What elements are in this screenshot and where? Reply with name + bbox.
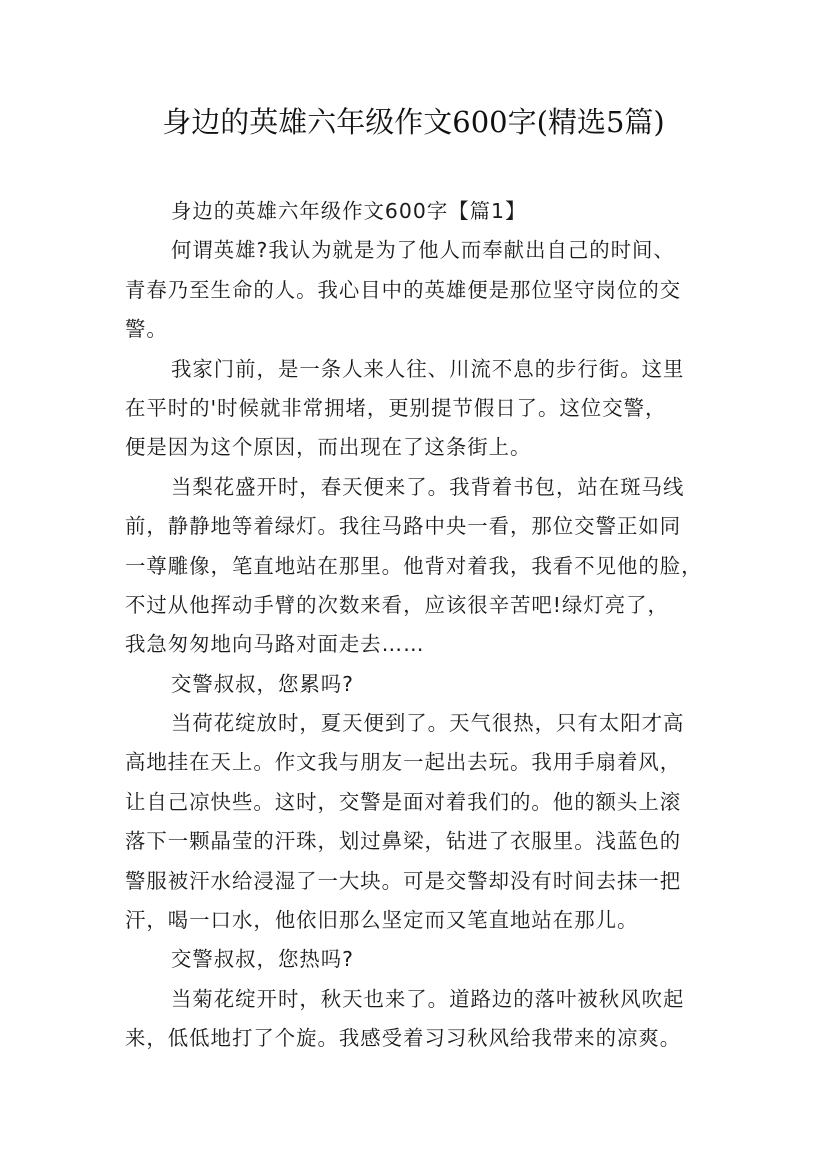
text-line: 何谓英雄?我认为就是为了他人而奉献出自己的时间、	[171, 238, 675, 263]
text-line: 我家门前，是一条人来人往、川流不息的步行街。这里	[171, 356, 685, 381]
text-line: 我急匆匆地向马路对面走去……	[125, 632, 425, 657]
text-line: 警。	[125, 317, 168, 342]
text-line: 当菊花绽开时，秋天也来了。道路边的落叶被秋风吹起	[171, 986, 685, 1011]
text-line: 当梨花盛开时，春天便来了。我背着书包，站在斑马线	[171, 474, 685, 499]
text-line: 在平时的'时候就非常拥堵，更别提节假日了。这位交警，	[125, 395, 667, 420]
text-line: 便是因为这个原因，而出现在了这条街上。	[125, 435, 532, 460]
text-line: 前，静静地等着绿灯。我往马路中央一看，那位交警正如同	[125, 514, 682, 539]
section-heading: 身边的英雄六年级作文600字【篇1】	[171, 199, 527, 223]
text-line: 一尊雕像，笔直地站在那里。他背对着我，我看不见他的脸，	[125, 553, 703, 578]
document-title: 身边的英雄六年级作文600字(精选5篇)	[162, 105, 665, 139]
text-line: 落下一颗晶莹的汗珠，划过鼻梁，钻进了衣服里。浅蓝色的	[125, 829, 682, 854]
document-body	[125, 192, 710, 1059]
text-line: 警服被汗水给浸湿了一大块。可是交警却没有时间去抹一把	[125, 868, 682, 893]
text-line: 让自己凉快些。这时，交警是面对着我们的。他的额头上滚	[125, 789, 682, 814]
text-line: 汗，喝一口水，他依旧那么坚定而又笔直地站在那儿。	[125, 908, 639, 933]
text-line: 高地挂在天上。作文我与朋友一起出去玩。我用手扇着风，	[125, 750, 682, 775]
text-line: 交警叔叔，您累吗?	[171, 671, 354, 696]
text-line: 不过从他挥动手臂的次数来看，应该很辛苦吧!绿灯亮了，	[125, 592, 669, 617]
text-line: 交警叔叔，您热吗?	[171, 947, 354, 972]
text-line: 来，低低地打了个旋。我感受着习习秋风给我带来的凉爽。	[125, 1026, 682, 1051]
text-line: 当荷花绽放时，夏天便到了。天气很热，只有太阳才高	[171, 711, 685, 736]
text-line: 青春乃至生命的人。我心目中的英雄便是那位坚守岗位的交	[125, 277, 682, 302]
